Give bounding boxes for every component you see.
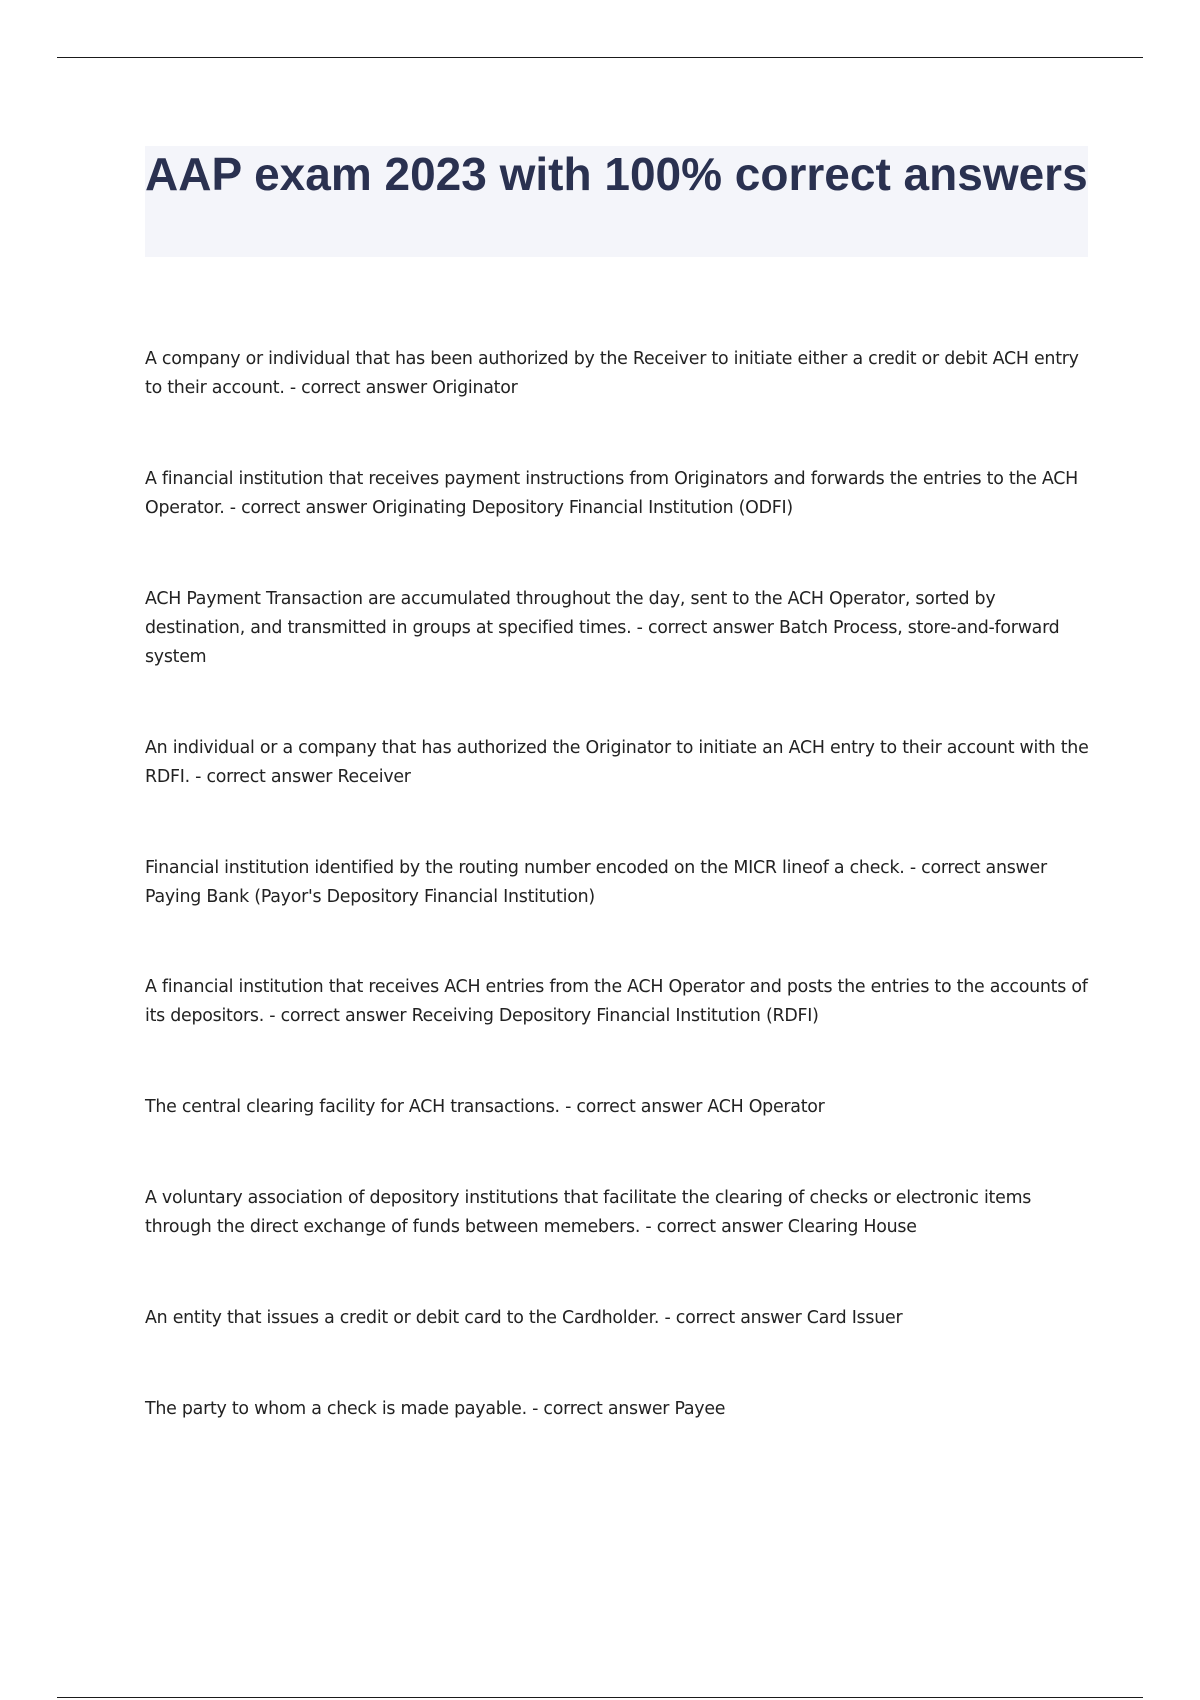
qa-item: An entity that issues a credit or debit card to the Cardholder. - correct answer Card Issuer: [145, 1308, 903, 1328]
qa-item: The party to whom a check is made payable. - correct answer Payee: [145, 1399, 726, 1419]
qa-item: A voluntary association of depository institutions that facilitate the clearing of checks or electronic items through the direct exchange of funds between memebers. - correct answer Clearing House: [145, 1188, 1032, 1237]
qa-item: ACH Payment Transaction are accumulated throughout the day, sent to the ACH Operator, sorted by destination, and transmitted in groups at specified times. - correct answer Batch Process, store-and-forward system: [145, 589, 1060, 667]
footer-rule: [57, 1697, 1143, 1698]
qa-item: Financial institution identified by the routing number encoded on the MICR lineof a check. - correct answer Paying Bank (Payor's Depository Financial Institution): [145, 858, 1047, 907]
qa-item: The central clearing facility for ACH transactions. - correct answer ACH Operator: [145, 1097, 825, 1117]
qa-item: An individual or a company that has authorized the Originator to initiate an ACH entry to their account with the RDFI. - correct answer Receiver: [145, 738, 1089, 787]
title-banner: [145, 146, 1088, 257]
qa-item: A company or individual that has been authorized by the Receiver to initiate either a credit or debit ACH entry to their account. - correct answer Originator: [145, 349, 1079, 398]
qa-item: A financial institution that receives ACH entries from the ACH Operator and posts the entries to the accounts of its depositors. - correct answer Receiving Depository Financial Institution (RDFI): [145, 977, 1088, 1026]
page-title: AAP exam 2023 with 100% correct answers: [145, 148, 1088, 200]
header-rule: [57, 57, 1143, 58]
qa-item: A financial institution that receives payment instructions from Originators and forwards the entries to the ACH Operator. - correct answer Originating Depository Financial Institution (ODFI): [145, 469, 1078, 518]
